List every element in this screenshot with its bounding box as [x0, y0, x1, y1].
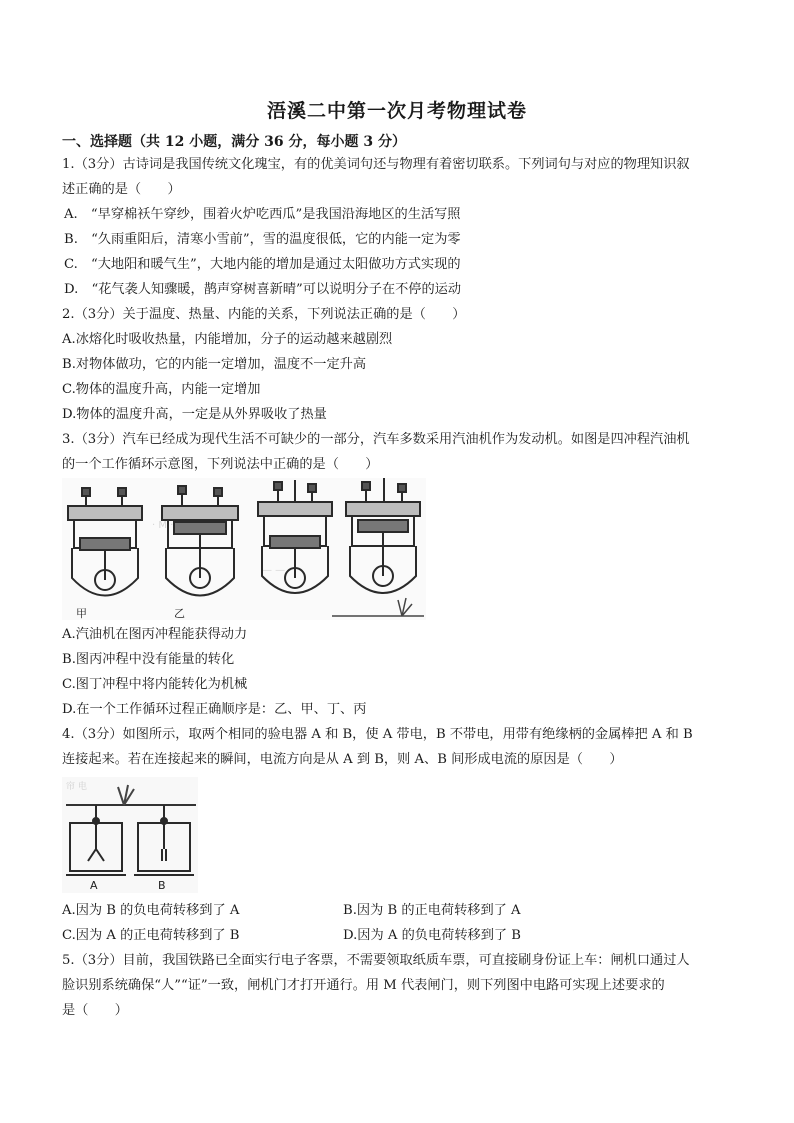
- q1-stem-line1: 1.（3分）古诗词是我国传统文化瑰宝，有的优美词句还与物理有着密切联系。下列词句与对应的物理知识叙: [62, 157, 690, 172]
- q1-option-d: D. “花气袭人知骤暖，鹊声穿树喜新晴”可以说明分子在不停的运动: [64, 282, 462, 297]
- q3-stem-line2: 的一个工作循环示意图，下列说法中正确的是（ ）: [62, 457, 379, 472]
- svg-text:帘 电: 帘 电: [66, 782, 87, 792]
- q1-option-c: C. “大地阳和暖气生”，大地内能的增加是通过太阳做功方式实现的: [64, 257, 461, 272]
- electroscope-figure: [62, 777, 198, 893]
- q2-option-d: D.物体的温度升高，一定是从外界吸收了热量: [62, 407, 327, 422]
- q3-option-d: D.在一个工作循环过程正确顺序是：乙、甲、丁、丙: [62, 702, 367, 717]
- q5-stem-line1: 5.（3分）目前，我国铁路已全面实行电子客票，不需要领取纸质车票，可直接刷身份证上车：闸机口通过人: [62, 953, 690, 968]
- q3-option-c: C.图丁冲程中将内能转化为机械: [62, 677, 248, 692]
- q4-option-b: B.因为 B 的正电荷转移到了 A: [343, 903, 521, 918]
- q5-stem-line3: 是（ ）: [62, 1003, 128, 1018]
- q2-option-c: C.物体的温度升高，内能一定增加: [62, 382, 261, 397]
- q1-stem-line2: 述正确的是（ ）: [62, 182, 181, 197]
- q1-option-b: B. “久雨重阳后，清寒小雪前”，雪的温度很低，它的内能一定为零: [64, 232, 461, 247]
- fig-label-a: A: [90, 879, 98, 892]
- q4-stem-line2: 连接起来。若在连接起来的瞬间，电流方向是从 A 到 B，则 A、B 间形成电流的原因是（ ）: [62, 752, 623, 767]
- svg-text:· M ·: · M ·: [152, 520, 174, 531]
- q4-option-c: C.因为 A 的正电荷转移到了 B: [62, 928, 240, 943]
- q1-option-a: A. “早穿棉袄午穿纱，围着火炉吃西瓜”是我国沿海地区的生活写照: [64, 207, 461, 222]
- engine-strokes-figure: [62, 478, 426, 620]
- q2-stem: 2.（3分）关于温度、热量、内能的关系，下列说法正确的是（ ）: [62, 307, 466, 322]
- page-title: 浯溪二中第一次月考物理试卷: [266, 100, 527, 122]
- fig-label-b: B: [158, 879, 166, 892]
- fig-label-jia: 甲: [76, 607, 87, 620]
- q3-stem-line1: 3.（3分）汽车已经成为现代生活不可缺少的一部分，汽车多数采用汽油机作为发动机。如图是四冲程汽油机: [62, 432, 690, 447]
- svg-text:— —: — —: [262, 565, 286, 576]
- q4-stem-line1: 4.（3分）如图所示，取两个相同的验电器 A 和 B，使 A 带电，B 不带电，用带有绝缘柄的金属棒把 A 和 B: [62, 727, 693, 742]
- section-heading: 一、选择题（共 12 小题，满分 36 分，每小题 3 分）: [62, 134, 406, 150]
- q4-option-d: D.因为 A 的负电荷转移到了 B: [343, 928, 521, 943]
- q3-option-b: B.图丙冲程中没有能量的转化: [62, 652, 235, 667]
- q2-option-a: A.冰熔化时吸收热量，内能增加，分子的运动越来越剧烈: [62, 332, 393, 347]
- q2-option-b: B.对物体做功，它的内能一定增加，温度不一定升高: [62, 357, 367, 372]
- fig-label-yi: 乙: [174, 607, 185, 620]
- q3-option-a: A.汽油机在图丙冲程能获得动力: [62, 627, 248, 642]
- q4-option-a: A.因为 B 的负电荷转移到了 A: [62, 903, 240, 918]
- q5-stem-line2: 脸识别系统确保“人”“证”一致，闸机门才打开通行。用 M 代表闸门，则下列图中电路可实现上述要求的: [62, 978, 665, 993]
